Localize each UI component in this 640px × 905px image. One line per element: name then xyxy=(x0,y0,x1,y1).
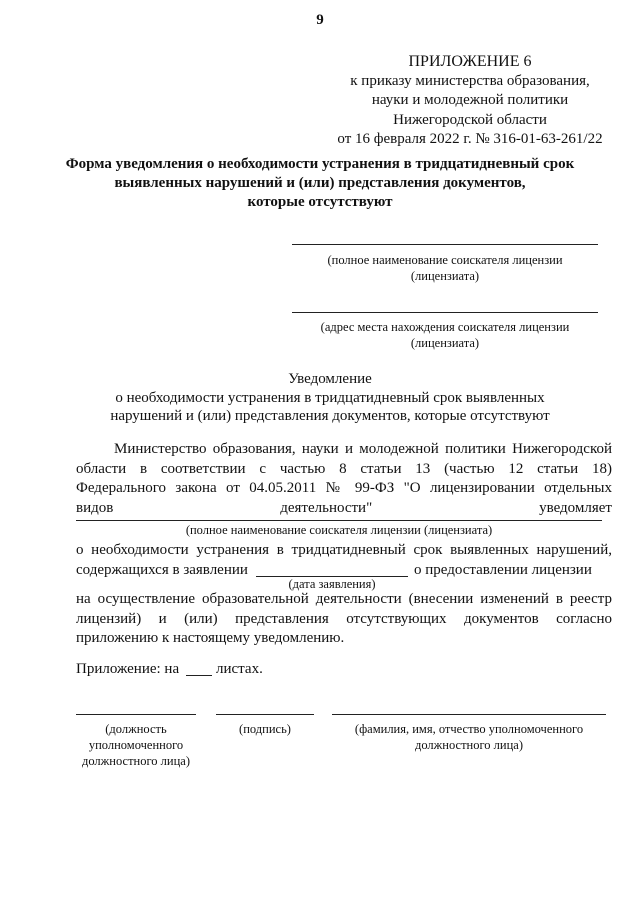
addressee-address-line[interactable] xyxy=(292,312,598,313)
notice-paragraph-2 xyxy=(76,590,612,649)
appendix-header xyxy=(300,52,640,150)
body-line-left: содержащихся в заявлении xyxy=(76,562,248,578)
licensee-name-caption: (полное наименование соискателя лицензии (лицензиата) xyxy=(185,523,493,537)
form-title-line: Форма уведомления о необходимости устранения в тридцатидневный срок xyxy=(65,156,575,172)
licensee-name-line[interactable] xyxy=(76,520,602,521)
caption-line: (фамилия, имя, отчество уполномоченного xyxy=(354,722,584,736)
notice-subtitle-line: нарушений и (или) представления документов, которые отсутствуют xyxy=(110,408,550,424)
form-title-line: которые отсутствуют xyxy=(247,194,393,210)
paragraph-line: Министерство образования, науки и молодежной политики Нижегородской xyxy=(114,441,612,457)
attachment-sheets-line[interactable] xyxy=(186,675,212,676)
fio-caption xyxy=(332,721,606,753)
fio-line[interactable] xyxy=(332,714,606,715)
caption-line: (лицензиата) xyxy=(410,336,480,350)
caption-line: должностного лица) xyxy=(81,754,191,768)
signature-caption: (подпись) xyxy=(239,722,291,736)
addressee-name-line[interactable] xyxy=(292,244,598,245)
caption-line: (лицензиата) xyxy=(410,269,480,283)
attachment-suffix: листах. xyxy=(216,661,263,677)
appendix-line: науки и молодежной политики xyxy=(371,92,569,108)
body-line-right: о предоставлении лицензии xyxy=(414,562,592,578)
notice-paragraph xyxy=(76,440,612,518)
notice-title: Уведомление xyxy=(288,371,372,387)
notice-heading xyxy=(60,370,600,426)
page-number: 9 xyxy=(316,12,324,28)
notice-subtitle-line: о необходимости устранения в тридцатидневный срок выявленных xyxy=(115,389,545,406)
addressee-name-caption xyxy=(292,252,598,284)
caption-line: должностного лица) xyxy=(414,738,524,752)
paragraph-line: области в соответствии с частью 8 статьи 13 (частью 12 статьи 18) xyxy=(76,460,612,477)
application-date-caption: (дата заявления) xyxy=(288,577,376,591)
appendix-line: Нижегородской области xyxy=(393,111,547,128)
form-title-line: выявленных нарушений и (или) представления документов, xyxy=(114,175,526,191)
paragraph-line: приложению к настоящему уведомлению. xyxy=(76,630,345,646)
addressee-address-caption xyxy=(292,319,598,351)
caption-line: (должность xyxy=(105,722,167,736)
signature-line[interactable] xyxy=(216,714,314,715)
body-line: о необходимости устранения в тридцатидневный срок выявленных нарушений, xyxy=(76,542,612,558)
caption-line: уполномоченного xyxy=(88,738,184,752)
caption-line: (адрес места нахождения соискателя лицензии xyxy=(320,320,570,334)
caption-line: (полное наименование соискателя лицензии xyxy=(327,253,563,267)
paragraph-line: видов деятельности" уведомляет xyxy=(76,499,612,516)
appendix-line: от 16 февраля 2022 г. № 316-01-63-261/22 xyxy=(337,131,603,147)
form-title xyxy=(60,155,580,212)
appendix-title: ПРИЛОЖЕНИЕ 6 xyxy=(408,53,532,70)
attachment-label: Приложение: на xyxy=(76,661,180,677)
paragraph-line: Федерального закона от 04.05.2011 № 99-ФЗ "О лицензировании отдельных xyxy=(76,480,612,496)
position-caption xyxy=(56,721,216,769)
position-line[interactable] xyxy=(76,714,196,715)
appendix-line: к приказу министерства образования, xyxy=(350,72,590,89)
paragraph-line: на осуществление образовательной деятельности (внесении изменений в реестр xyxy=(76,591,612,607)
paragraph-line: лицензий) и (или) представления отсутствующих документов согласно xyxy=(76,610,612,627)
